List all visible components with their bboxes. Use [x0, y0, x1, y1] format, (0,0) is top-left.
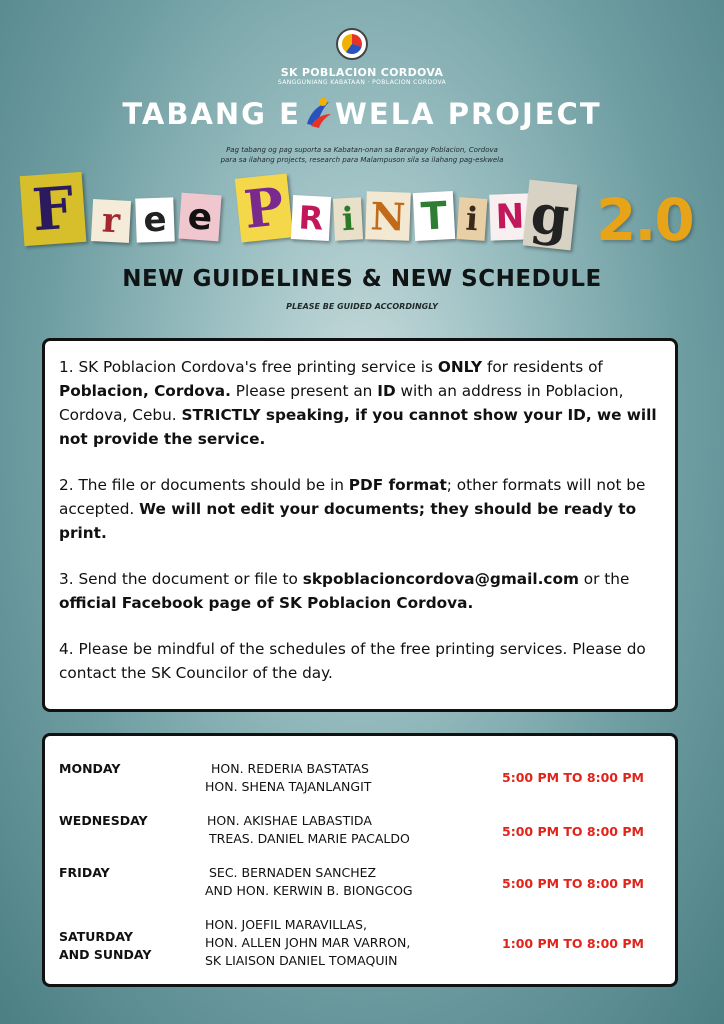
- schedule-time: 5:00 PM TO 8:00 PM: [502, 876, 644, 891]
- free-printing-banner: [22, 170, 582, 250]
- schedule-time: 5:00 PM TO 8:00 PM: [502, 824, 644, 839]
- banner-letter: g: [523, 180, 578, 251]
- org-name: SK POBLACION CORDOVA: [280, 66, 444, 79]
- schedule-names: HON. REDERIA BASTATAS HON. SHENA TAJANLANGIT: [205, 761, 372, 794]
- page-subheading: PLEASE BE GUIDED ACCORDINGLY: [286, 302, 438, 311]
- banner-letter: i: [333, 197, 363, 240]
- banner-letter: N: [365, 191, 411, 241]
- banner-letter: r: [91, 199, 131, 243]
- banner-letter: R: [291, 195, 331, 241]
- org-subtitle: SANGGUNIANG KABATAAN · POBLACION CORDOVA: [277, 79, 447, 86]
- guideline-4: 4. Please be mindful of the schedules of the free printing services. Please do contact the SK Councilor of the day.: [59, 640, 646, 682]
- banner-letter: N: [489, 193, 531, 240]
- banner-letter: e: [135, 197, 175, 242]
- schedule-names: HON. JOEFIL MARAVILLAS, HON. ALLEN JOHN MAR VARRON, SK LIAISON DANIEL TOMAQUIN: [205, 917, 411, 968]
- guideline-2: 2. The file or documents should be in PDF format; other formats will not be accepted. We will not edit your documents; they should be ready to print.: [59, 476, 646, 542]
- banner-letter: i: [457, 197, 488, 241]
- tagline: [0, 145, 724, 165]
- project-title: [0, 96, 724, 131]
- schedule-day: WEDNESDAY: [59, 813, 148, 828]
- banner-letter: F: [20, 172, 87, 246]
- project-title-right: WELA PROJECT: [334, 97, 602, 131]
- project-title-left: TABANG E: [122, 97, 301, 131]
- schedule-day: FRIDAY: [59, 865, 110, 880]
- guideline-3: 3. Send the document or file to skpoblacioncordova@gmail.com or the official Facebook page of SK Poblacion Cordova.: [59, 570, 630, 612]
- schedule-day: MONDAY: [59, 761, 121, 776]
- banner-letter: e: [178, 193, 221, 242]
- page-heading: NEW GUIDELINES & NEW SCHEDULE: [122, 266, 602, 292]
- schedule-time: 5:00 PM TO 8:00 PM: [502, 770, 644, 785]
- tagline-line-1: Pag tabang og pag suporta sa Kabatan-onan sa Barangay Poblacion, Cordova: [226, 146, 498, 154]
- schedule-time: 1:00 PM TO 8:00 PM: [502, 936, 644, 951]
- schedule-names: SEC. BERNADEN SANCHEZ AND HON. KERWIN B. BIONGCOG: [205, 865, 413, 898]
- facebook-page-link[interactable]: official Facebook page of SK Poblacion Cordova.: [59, 594, 474, 612]
- banner-letter: T: [413, 191, 455, 241]
- schedule-day: SATURDAY AND SUNDAY: [59, 929, 152, 962]
- guideline-1: 1. SK Poblacion Cordova's free printing service is ONLY for residents of Poblacion, Cordova. Please present an ID with an address in Poblacion, Cordova, Cebu. STRICTLY speaking, if you cannot show your ID, we will not provide the service.: [59, 358, 657, 448]
- schedule-card: [42, 733, 678, 987]
- email-link[interactable]: skpoblacioncordova@gmail.com: [302, 570, 579, 588]
- eswela-figure-icon: [301, 96, 335, 130]
- banner-letter: P: [235, 173, 293, 242]
- sk-logo-icon: [336, 28, 368, 60]
- guidelines-card: [42, 338, 678, 712]
- schedule-names: HON. AKISHAE LABASTIDA TREAS. DANIEL MARIE PACALDO: [207, 813, 410, 846]
- version-label: 2.0: [596, 186, 693, 254]
- tagline-line-2: para sa ilahang projects, research para Malampuson sila sa ilahang pag-eskwela: [220, 156, 504, 164]
